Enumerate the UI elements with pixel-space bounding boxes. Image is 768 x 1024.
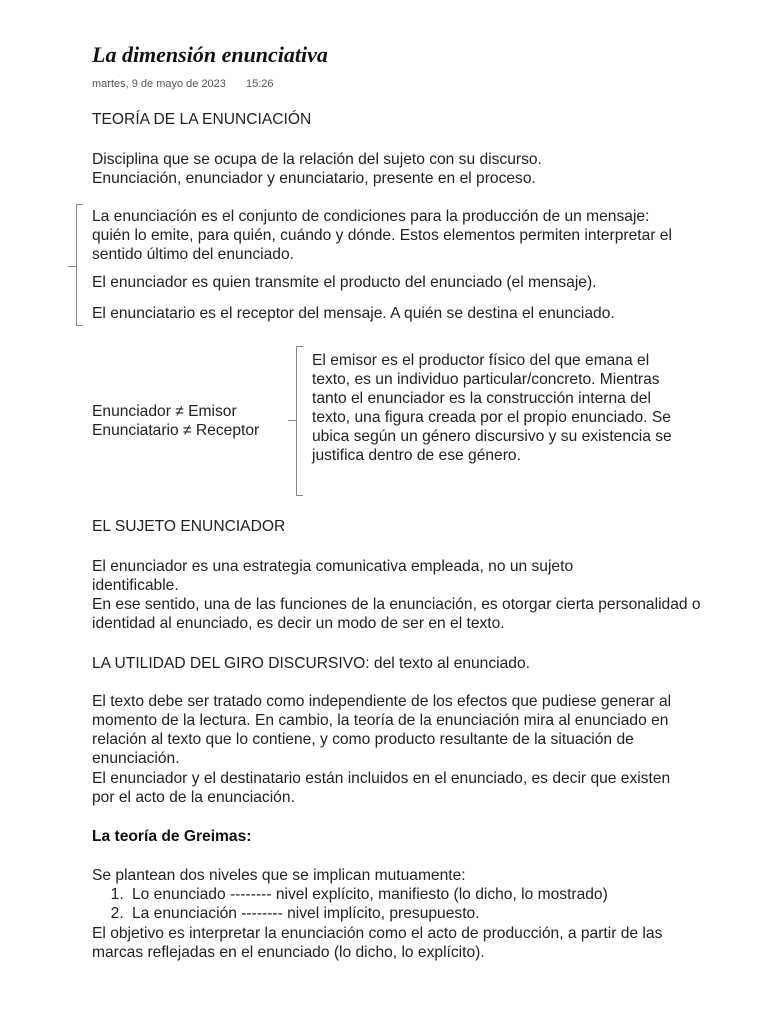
greimas-list-item: 2. La enunciación -------- nivel implícito, presupuesto. [128,904,712,923]
comparison-enunciatario: Enunciatario ≠ Receptor [92,422,260,439]
note-time: 15:26 [246,78,274,90]
greimas-intro: Se plantean dos niveles que se implican mutuamente: [92,867,466,884]
intro-line-2: Enunciación, enunciador y enunciatario, presente en el proceso. [92,170,536,187]
definition-enunciatario: El enunciatario es el receptor del mensaje. A quién se destina el enunciado. [92,305,615,322]
giro-para-2: El enunciador y el destinatario están incluidos en el enunciado, es decir que existen por el acto de la enunciación. [92,770,671,806]
greimas-list [92,885,712,923]
definition-enunciacion: La enunciación es el conjunto de condiciones para la producción de un mensaje: quién lo emite, para quién, cuándo y dónde. Estos elementos permiten interpretar el sentido último del enunciado. [92,208,672,263]
note-date: martes, 9 de mayo de 2023 [92,78,226,90]
greimas-list-item: 1. Lo enunciado -------- nivel explícito, manifiesto (lo dicho, lo mostrado) [128,885,712,904]
intro-line-1: Disciplina que se ocupa de la relación del sujeto con su discurso. [92,151,542,168]
page-title: La dimensión enunciativa [92,42,328,67]
comparison-bracket [296,346,303,496]
greimas-closing: El objetivo es interpretar la enunciación como el acto de producción, a partir de las marcas reflejadas en el enunciado (lo dicho, lo explícito). [92,925,663,961]
comparison-bracket-tick [288,420,296,421]
sujeto-para-1: El enunciador es una estrategia comunicativa empleada, no un sujeto identificable. [92,558,574,594]
section-heading-greimas: La teoría de Greimas: [92,828,252,845]
comparison-enunciador: Enunciador ≠ Emisor [92,403,237,420]
definition-enunciador: El enunciador es quien transmite el producto del enunciado (el mensaje). [92,274,597,291]
giro-para-1: El texto debe ser tratado como independiente de los efectos que pudiese generar al momento de la lectura. En cambio, la teoría de la enunciación mira al enunciado en relación al texto que lo contiene, y como producto resultante de la situación de enunciación. [92,693,672,767]
sujeto-para-2: En ese sentido, una de las funciones de la enunciación, es otorgar cierta personalidad o identidad al enunciado, es decir un modo de ser en el texto. [92,596,701,632]
section-heading-teoria: TEORÍA DE LA ENUNCIACIÓN [92,111,312,128]
section-heading-sujeto: EL SUJETO ENUNCIADOR [92,518,286,535]
definitions-bracket [76,204,83,326]
comparison-explanation: El emisor es el productor físico del que emana el texto, es un individuo particular/concreto. Mientras tanto el enunciador es la construcción interna del texto, una figura creada por el propio enunciado. Se ubica según un género discursivo y su existencia se justifica dentro de ese género. [312,352,672,464]
section-heading-giro: LA UTILIDAD DEL GIRO DISCURSIVO: del texto al enunciado. [92,655,530,672]
definitions-bracket-tick [68,266,76,267]
